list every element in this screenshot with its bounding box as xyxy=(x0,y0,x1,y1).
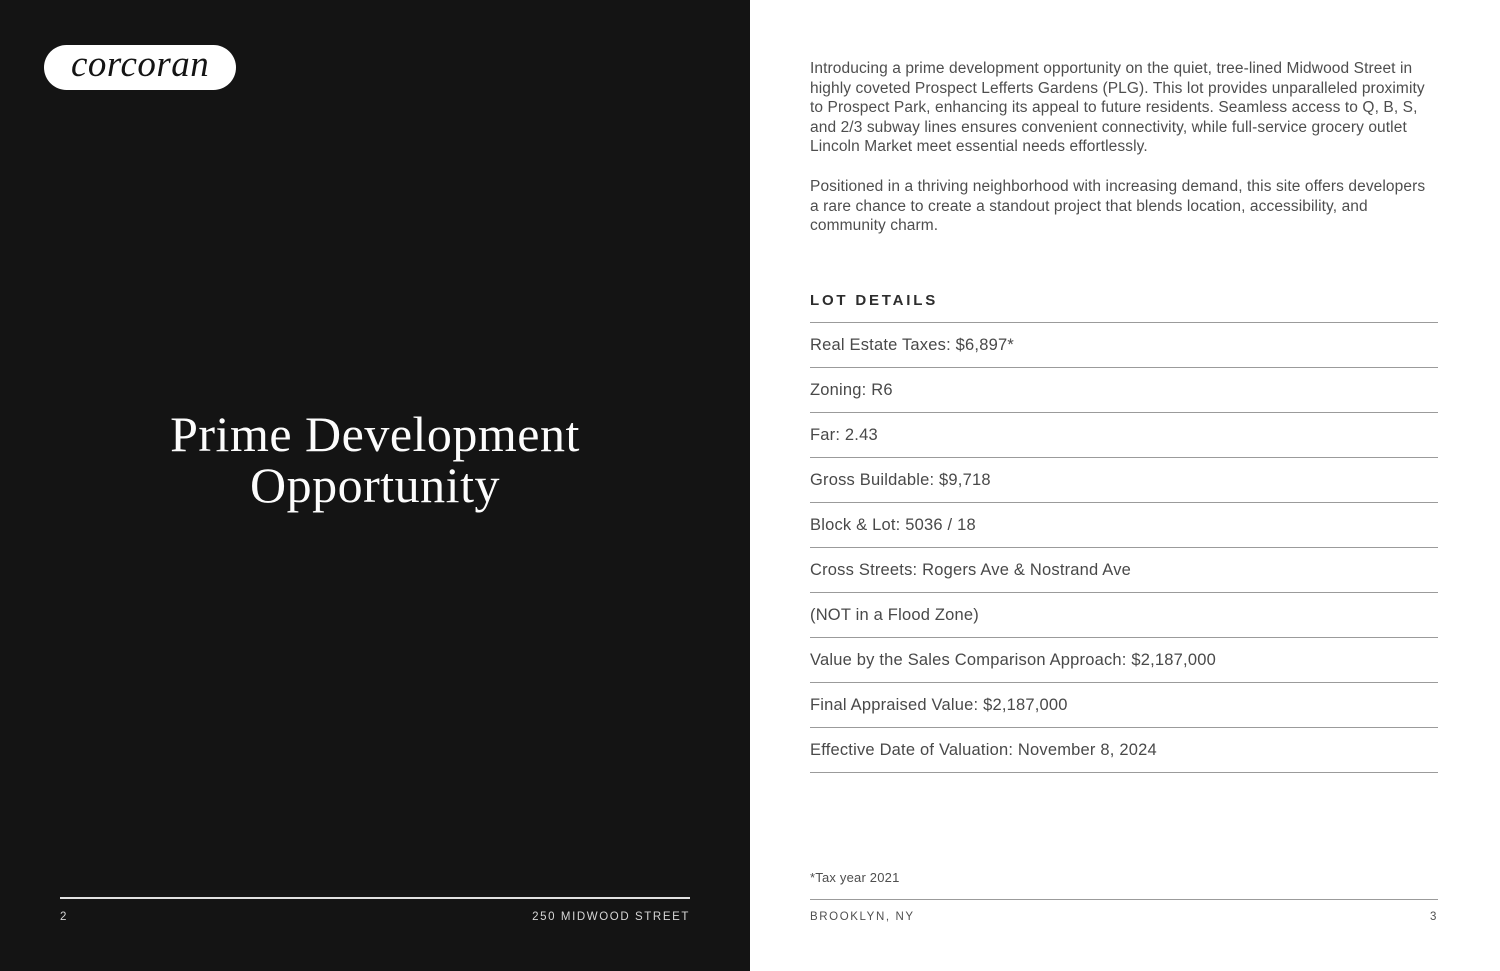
details-page xyxy=(750,0,1500,971)
left-page-footer xyxy=(60,897,690,923)
page-title xyxy=(0,406,750,513)
page-title-line2: Opportunity xyxy=(250,457,500,513)
footer-divider xyxy=(60,897,690,899)
lot-details-heading: LOT DETAILS xyxy=(810,291,939,309)
left-page-number: 2 xyxy=(60,911,68,923)
lot-details-section xyxy=(810,292,1438,773)
lot-detail-row: Final Appraised Value: $2,187,000 xyxy=(810,683,1438,728)
intro-paragraph-2: Positioned in a thriving neighborhood with increasing demand, this site offers developers a rare chance to create a standout project that blends location, accessibility, and community charm. xyxy=(810,177,1426,235)
location-label: BROOKLYN, NY xyxy=(810,911,915,923)
property-address: 250 MIDWOOD STREET xyxy=(532,911,690,923)
tax-year-footnote: *Tax year 2021 xyxy=(810,870,900,885)
footer-divider xyxy=(810,899,1438,900)
intro-paragraph-1: Introducing a prime development opportunity on the quiet, tree-lined Midwood Street in highly coveted Prospect Lefferts Gardens (PLG). This lot provides unparalleled proximity to Prospect Park, enhancing its appeal to future residents. Seamless access to Q, B, S, and 2/3 subway lines ensures convenient connectivity, while full-service grocery outlet Lincoln Market meet essential needs effortlessly. xyxy=(810,60,1425,156)
page-title-line1: Prime Development xyxy=(170,406,580,462)
lot-detail-row: Zoning: R6 xyxy=(810,368,1438,413)
right-page-number: 3 xyxy=(1430,911,1438,923)
lot-detail-row: Real Estate Taxes: $6,897* xyxy=(810,323,1438,368)
right-page-footer xyxy=(810,870,1438,923)
lot-detail-row: Far: 2.43 xyxy=(810,413,1438,458)
lot-detail-row: Effective Date of Valuation: November 8, 2024 xyxy=(810,728,1438,773)
lot-detail-row: Gross Buildable: $9,718 xyxy=(810,458,1438,503)
corcoran-logo-text: corcoran xyxy=(71,44,210,85)
lot-detail-row: Cross Streets: Rogers Ave & Nostrand Ave xyxy=(810,548,1438,593)
intro-section xyxy=(810,59,1438,236)
lot-detail-row: Block & Lot: 5036 / 18 xyxy=(810,503,1438,548)
lot-details-table xyxy=(810,322,1438,773)
corcoran-logo xyxy=(44,45,236,90)
lot-detail-row: (NOT in a Flood Zone) xyxy=(810,593,1438,638)
lot-detail-row: Value by the Sales Comparison Approach: $2,187,000 xyxy=(810,638,1438,683)
